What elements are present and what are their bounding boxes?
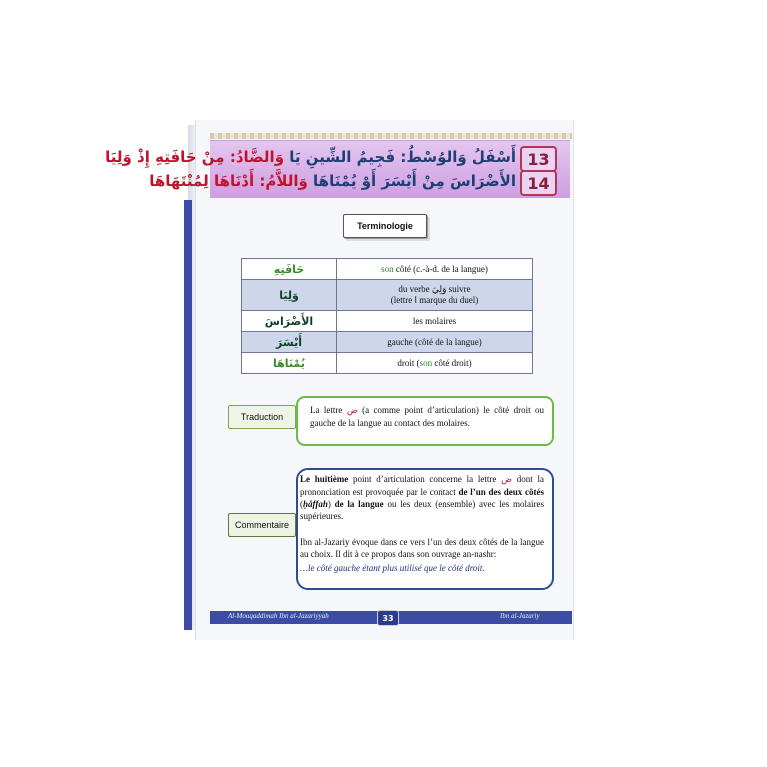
verse-14 bbox=[149, 170, 516, 192]
verse-13-part2: وَالضَّادُ: مِنْ حَافَتِهِ إِذْ وَلِيَا bbox=[105, 148, 285, 166]
commentaire-quote: …le côté gauche étant plus utilisé que le côté droit. bbox=[300, 563, 485, 573]
term-row bbox=[242, 259, 533, 280]
term-french: du verbe وَلِيَ suivre (lettre ا marque du duel) bbox=[337, 280, 533, 311]
top-decoration bbox=[210, 133, 572, 139]
commentaire-paragraph-2: Ibn al-Jazariy évoque dans ce vers l’un des deux côtés de la langue au choix. Il dit à ce propos dans son ouvrage an-nashr: bbox=[300, 537, 544, 559]
term-arabic: الأَضْرَاسَ bbox=[242, 311, 337, 332]
commentaire-paragraph-1: Le huitième point d’articulation concerne la lettre ض dont la prononciation est provoquée par le contact de l’un des deux côtés (ḥâffah) de la langue ou les deux (ensemble) avec les molaires supérieures. bbox=[300, 474, 544, 521]
term-french: les molaires bbox=[337, 311, 533, 332]
page-blue-edge bbox=[184, 200, 192, 630]
traduction-text: La lettre ض (a comme point d’articulation) le côté droit ou gauche de la langue au contact des molaires. bbox=[310, 405, 544, 428]
term-arabic: وَلِيَا bbox=[242, 280, 337, 311]
term-arabic: حَافَتِهِ bbox=[242, 259, 337, 280]
page-number: 33 bbox=[377, 610, 399, 626]
term-arabic: يُمْنَاهَا bbox=[242, 353, 337, 374]
footer-book-title: Al-Mouqaddimah Ibn al-Jazariyyah bbox=[228, 612, 329, 620]
verse-number-13: 13 bbox=[520, 146, 557, 172]
terminology-table bbox=[241, 258, 533, 374]
term-row bbox=[242, 280, 533, 311]
verse-number-14: 14 bbox=[520, 170, 557, 196]
term-french: droit (son côté droit) bbox=[337, 353, 533, 374]
term-row bbox=[242, 332, 533, 353]
verse-13-part1: أَسْفَلُ وَالوُسْطُ: فَجِيمُ الشِّينِ يَا bbox=[289, 148, 516, 166]
verse-13 bbox=[105, 146, 516, 168]
letter-dad: ض bbox=[501, 475, 513, 485]
traduction-label: Traduction bbox=[228, 405, 296, 429]
term-arabic: أَيْسَرَ bbox=[242, 332, 337, 353]
terminology-title: Terminologie bbox=[343, 214, 427, 238]
term-french: son côté (c.-à-d. de la langue) bbox=[337, 259, 533, 280]
commentaire-label: Commentaire bbox=[228, 513, 296, 537]
footer-author: Ibn al-Jazariy bbox=[500, 612, 540, 620]
term-row bbox=[242, 353, 533, 374]
verse-14-part1: الأَضْرَاسَ مِنْ أَيْسَرَ أَوْ يُمْنَاهَا bbox=[313, 172, 516, 190]
letter-dad: ض bbox=[346, 406, 358, 416]
term-french: gauche (côté de la langue) bbox=[337, 332, 533, 353]
term-row bbox=[242, 311, 533, 332]
verse-14-part2: وَاللاَّمُ: أَدْنَاهَا لِمُنْتَهَاهَا bbox=[149, 172, 308, 190]
